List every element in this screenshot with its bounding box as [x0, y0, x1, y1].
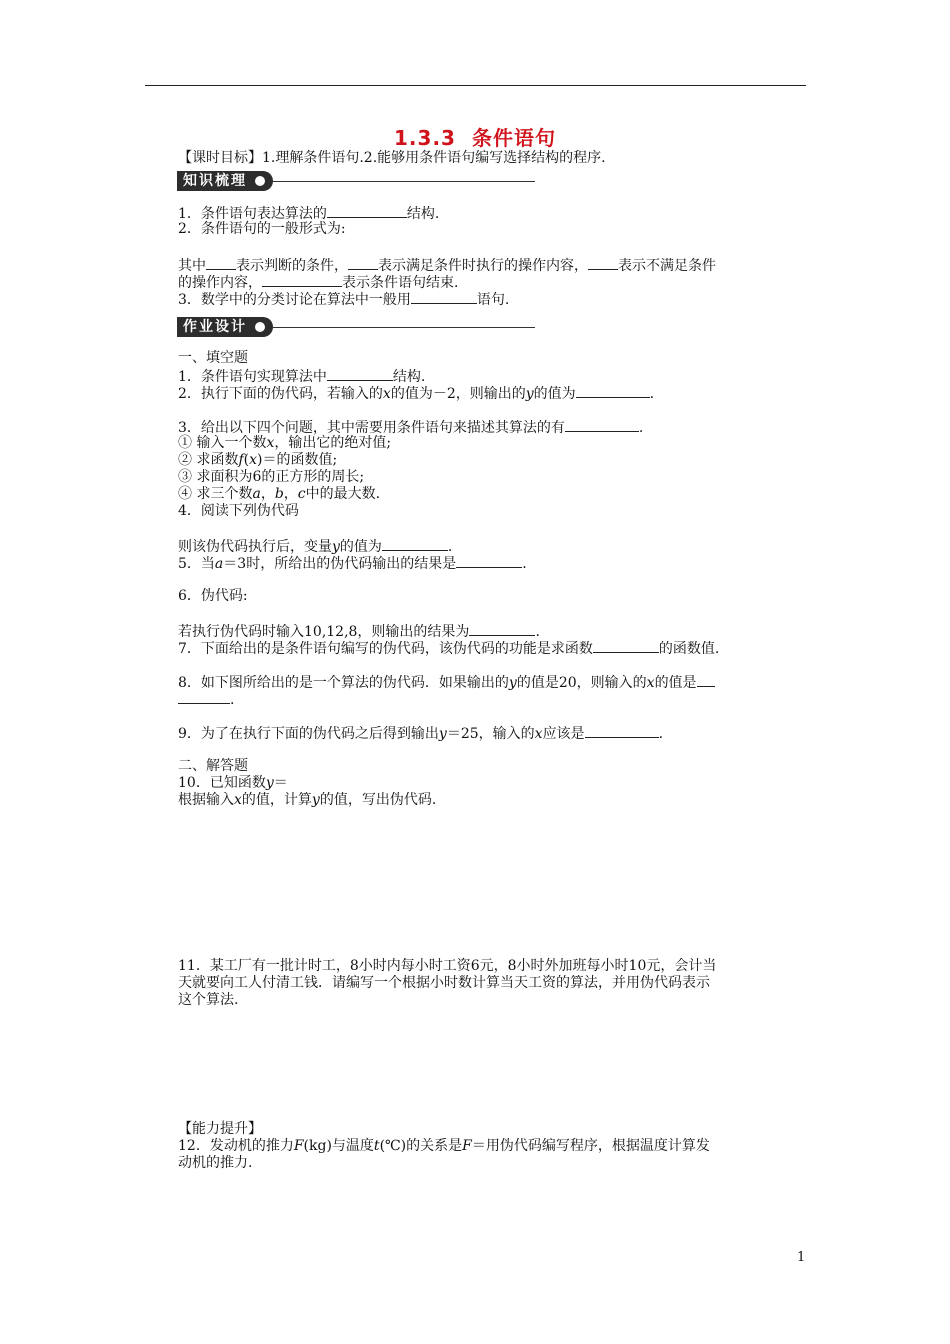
question-10: 10．已知函数y＝: [178, 775, 288, 791]
question-5: 5．当a＝3时，所给出的伪代码输出的结果是 .: [178, 556, 527, 572]
question-3-option-3: ③ 求面积为6的正方形的周长;: [178, 469, 365, 485]
ability-heading: 【能力提升】: [178, 1121, 262, 1137]
objective-label: 【课时目标】: [178, 150, 262, 166]
question-3: 3．给出以下四个问题，其中需要用条件语句来描述其算法的有 .: [178, 420, 644, 436]
question-2: 2．执行下面的伪代码，若输入的x的值为－2，则输出的y的值为 .: [178, 386, 655, 402]
answer-blank[interactable]: [382, 537, 448, 551]
question-1: 1．条件语句实现算法中 结构.: [178, 369, 426, 385]
answer-blank[interactable]: [469, 622, 535, 636]
section-number: 1.3.3: [394, 126, 456, 150]
answer-blank[interactable]: [327, 367, 393, 381]
answer-blank[interactable]: [411, 290, 477, 304]
answer-blank[interactable]: [327, 204, 407, 218]
answer-blank[interactable]: [178, 690, 230, 704]
question-8-cont: .: [178, 690, 234, 709]
knowledge-item-3-cont: 的操作内容， 表示条件语句结束.: [178, 275, 459, 291]
question-11-line-2: 天就要向工人付清工钱．请编写一个根据小时数计算当天工资的算法，并用伪代码表示: [178, 975, 710, 991]
knowledge-item-4: 3．数学中的分类讨论在算法中一般用 语句.: [178, 292, 510, 308]
question-3-option-4: ④ 求三个数a，b，c中的最大数.: [178, 486, 381, 502]
section-title: 条件语句: [471, 126, 556, 150]
question-6-prompt: 若执行伪代码时输入10,12,8，则输出的结果为 .: [178, 624, 540, 640]
fill-in-heading: 一、填空题: [178, 350, 248, 366]
answer-blank[interactable]: [585, 724, 659, 738]
question-12: 12．发动机的推力F(kg)与温度t(℃)的关系是F＝用伪代码编写程序，根据温度计算发: [178, 1138, 710, 1154]
homework-section-label: 作业设计: [177, 317, 273, 337]
answer-blank[interactable]: [348, 256, 378, 270]
answer-blank[interactable]: [593, 639, 659, 653]
question-11-line-3: 这个算法.: [178, 992, 239, 1008]
question-6: 6．伪代码:: [178, 588, 248, 604]
answer-blank[interactable]: [206, 256, 236, 270]
section-rule: [273, 181, 535, 182]
knowledge-section-label: 知识梳理: [177, 171, 273, 191]
knowledge-item-2: 2．条件语句的一般形式为:: [178, 221, 346, 237]
question-3-option-1: ① 输入一个数x，输出它的绝对值;: [178, 435, 392, 451]
question-3-option-2: ② 求函数f(x)＝的函数值;: [178, 452, 338, 468]
objective-text: 1.理解条件语句.2.能够用条件语句编写选择结构的程序.: [262, 150, 606, 166]
answer-blank[interactable]: [576, 384, 650, 398]
answer-blank[interactable]: [588, 256, 618, 270]
question-12-cont: 动机的推力.: [178, 1155, 253, 1171]
knowledge-item-3: 其中 表示判断的条件， 表示满足条件时执行的操作内容， 表示不满足条件: [178, 258, 716, 274]
question-7: 7．下面给出的是条件语句编写的伪代码，该伪代码的功能是求函数 的函数值.: [178, 641, 720, 657]
answer-blank[interactable]: [262, 273, 342, 287]
bullet-dot-icon: [255, 322, 265, 332]
homework-section-header: [177, 316, 273, 336]
answer-blank[interactable]: [565, 418, 639, 432]
question-4-prompt: 则该伪代码执行后，变量y的值为 .: [178, 539, 453, 555]
question-9: 9．为了在执行下面的伪代码之后得到输出y＝25，输入的x应该是 .: [178, 726, 664, 742]
section-rule: [273, 327, 535, 328]
header-rule: [145, 85, 806, 86]
answer-blank[interactable]: [456, 554, 522, 568]
question-8: 8．如下图所给出的是一个算法的伪代码．如果输出的y的值是20，则输入的x的值是: [178, 673, 715, 692]
knowledge-section-header: [177, 170, 273, 190]
question-4: 4．阅读下列伪代码: [178, 503, 299, 519]
page-number: 1: [797, 1250, 806, 1265]
answer-heading: 二、解答题: [178, 758, 248, 774]
answer-blank[interactable]: [697, 673, 715, 687]
question-10-prompt: 根据输入x的值，计算y的值，写出伪代码.: [178, 792, 437, 808]
bullet-dot-icon: [255, 176, 265, 186]
question-11-line-1: 11．某工厂有一批计时工，8小时内每小时工资6元，8小时外加班每小时10元，会计当: [178, 958, 717, 974]
page-title: [0, 122, 950, 151]
knowledge-item-1: 1．条件语句表达算法的 结构.: [178, 206, 440, 222]
objective-line: [178, 150, 606, 167]
